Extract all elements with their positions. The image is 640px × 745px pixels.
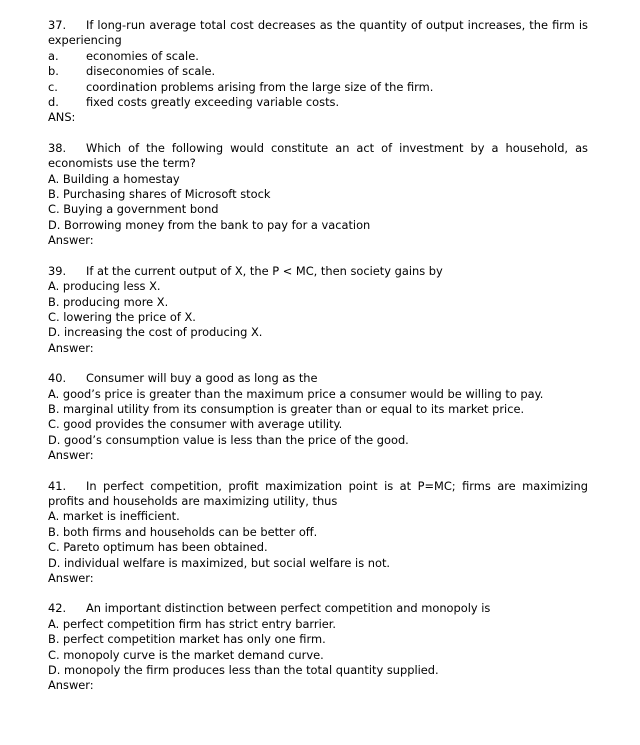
option-a <box>48 49 588 64</box>
option-a: A. Building a homestay <box>48 171 180 186</box>
answer-label: Answer: <box>48 233 94 248</box>
answer-label: Answer: <box>48 678 94 693</box>
option-text: coordination problems arising from the large size of the firm. <box>86 79 434 94</box>
answer-label: ANS: <box>48 110 76 125</box>
answer-label: Answer: <box>48 448 94 463</box>
option-text: fixed costs greatly exceeding variable costs. <box>86 95 340 110</box>
answer-label: Answer: <box>48 571 94 585</box>
option-text: diseconomies of scale. <box>86 64 216 79</box>
option-d: D. monopoly the firm produces less than the total quantity supplied. <box>48 663 439 678</box>
option-letter: d. <box>48 95 59 110</box>
option-c: C. good provides the consumer with average utility. <box>48 417 343 432</box>
option-letter: c. <box>48 79 58 94</box>
option-b: B. both firms and households can be better off. <box>48 524 318 539</box>
option-a: A. perfect competition firm has strict entry barrier. <box>48 616 337 631</box>
question-stem <box>48 141 588 172</box>
option-c: C. Pareto optimum has been obtained. <box>48 540 268 555</box>
question-text: An important distinction between perfect competition and monopoly is <box>86 601 491 616</box>
question-number: 40. <box>48 371 67 386</box>
question-number: 38. <box>48 140 67 155</box>
option-a: A. good’s price is greater than the maximum price a consumer would be willing to pay. <box>48 386 544 401</box>
question-sheet <box>48 18 588 709</box>
option-c: C. monopoly curve is the market demand curve. <box>48 647 324 662</box>
question-text: Which of the following would constitute an act of investment by a household, as economists use the term? <box>48 140 588 171</box>
option-a: A. market is inefficient. <box>48 509 180 524</box>
question-41 <box>48 479 588 587</box>
question-39 <box>48 264 588 356</box>
option-a: A. producing less X. <box>48 279 161 294</box>
option-b: B. marginal utility from its consumption is greater than or equal to its market price. <box>48 401 525 416</box>
question-number: 37. <box>48 18 67 32</box>
question-number: 42. <box>48 601 67 616</box>
question-text: If at the current output of X, the P < MC, then society gains by <box>86 263 443 278</box>
option-text: economies of scale. <box>86 48 199 63</box>
option-d: D. increasing the cost of producing X. <box>48 325 263 340</box>
question-stem <box>48 18 588 49</box>
option-b: B. perfect competition market has only one firm. <box>48 632 326 647</box>
question-stem <box>48 601 588 616</box>
option-c: C. lowering the price of X. <box>48 309 196 324</box>
option-d <box>48 95 588 110</box>
option-letter: a. <box>48 48 59 63</box>
question-38 <box>48 141 588 249</box>
option-c <box>48 80 588 95</box>
option-b: B. Purchasing shares of Microsoft stock <box>48 187 271 202</box>
question-stem <box>48 479 588 510</box>
option-letter: b. <box>48 64 59 79</box>
question-40 <box>48 371 588 463</box>
question-text: Consumer will buy a good as long as the <box>86 371 318 386</box>
question-text: If long-run average total cost decreases as the quantity of output increases, the firm is experiencing <box>48 18 588 48</box>
question-37 <box>48 18 588 126</box>
option-d: D. Borrowing money from the bank to pay for a vacation <box>48 217 371 232</box>
question-stem <box>48 264 588 279</box>
option-c: C. Buying a government bond <box>48 202 219 217</box>
answer-label: Answer: <box>48 340 94 355</box>
option-b <box>48 64 588 79</box>
option-b: B. producing more X. <box>48 294 169 309</box>
question-number: 39. <box>48 263 67 278</box>
question-text: In perfect competition, profit maximization point is at P=MC; firms are maximizing profits and households are maximizing utility, thus <box>48 478 588 508</box>
question-42 <box>48 601 588 693</box>
question-number: 41. <box>48 478 67 493</box>
option-d: D. individual welfare is maximized, but social welfare is not. <box>48 555 391 570</box>
option-d: D. good’s consumption value is less than the price of the good. <box>48 432 409 447</box>
question-stem <box>48 371 588 386</box>
